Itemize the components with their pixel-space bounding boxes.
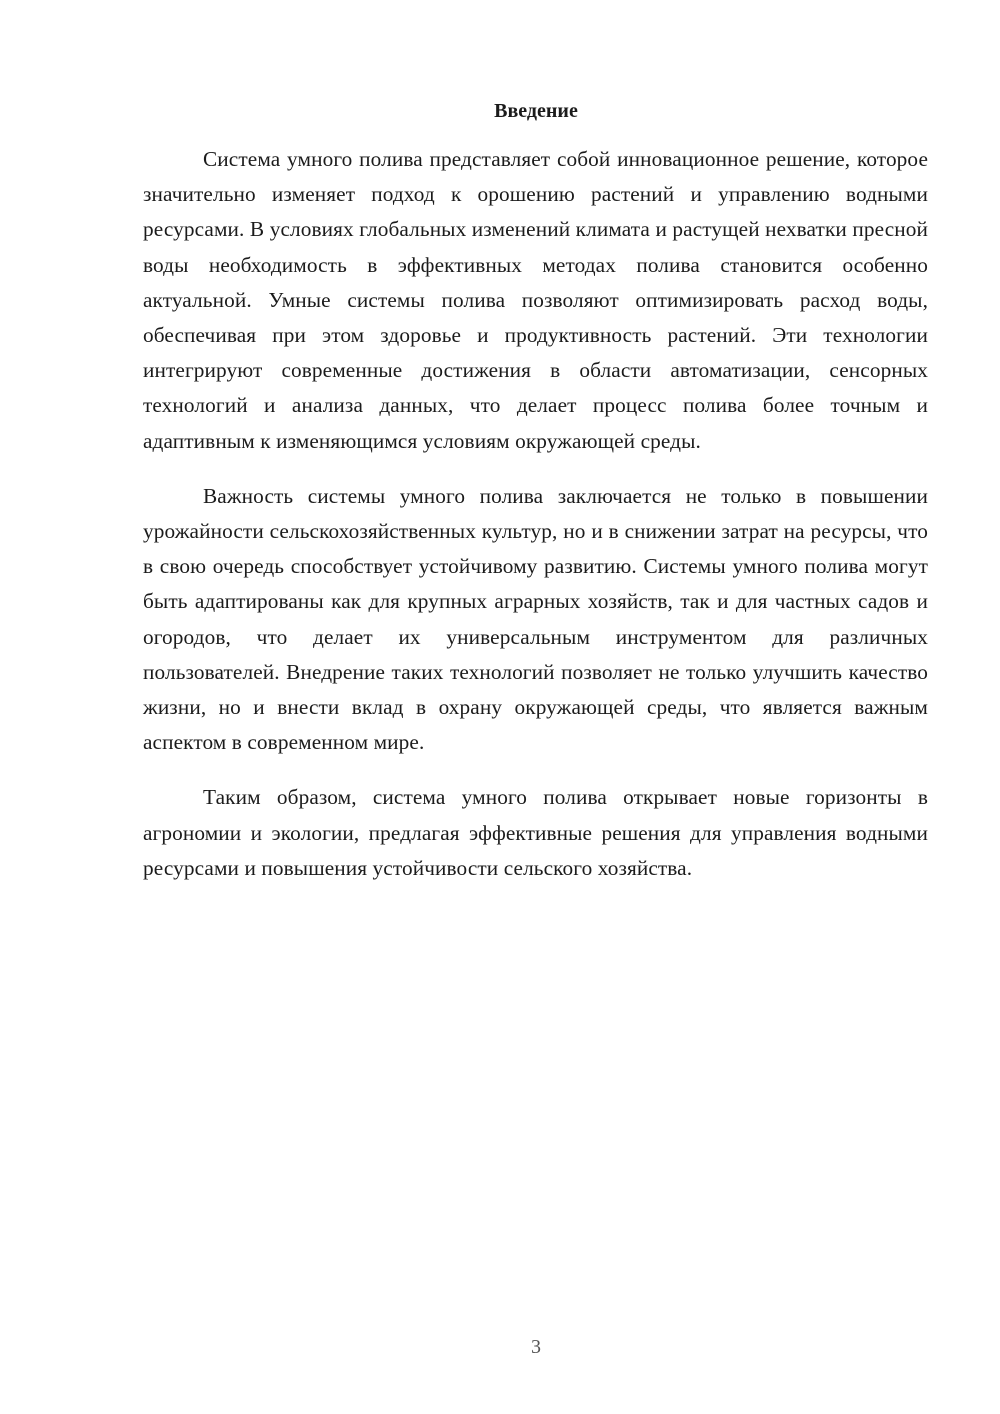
paragraph-conclusion: Таким образом, система умного полива открывает новые горизонты в агрономии и экологии, предлагая эффективные решения для управления водными ресурсами и повышения устойчивости сельского хозяйства. xyxy=(143,785,928,880)
body-text xyxy=(143,142,928,886)
page-title: Введение xyxy=(494,100,578,122)
page-number: 3 xyxy=(531,1336,541,1358)
paragraph-intro: Система умного полива представляет собой инновационное решение, которое значительно изменяет подход к орошению растений и управлению водными ресурсами. В условиях глобальных изменений климата и растущей нехватки пресной воды необходимость в эффективных методах полива становится особенно актуальной. Умные системы полива позволяют оптимизировать расход воды, обеспечивая при этом здоровье и продуктивность растений. Эти технологии интегрируют современные достижения в области автоматизации, сенсорных технологий и анализа данных, что делает процесс полива более точным и адаптивным к изменяющимся условиям окружающей среды. xyxy=(143,147,928,453)
paragraph-importance: Важность системы умного полива заключается не только в повышении урожайности сельскохозяйственных культур, но и в снижении затрат на ресурсы, что в свою очередь способствует устойчивому развитию. Системы умного полива могут быть адаптированы как для крупных аграрных хозяйств, так и для частных садов и огородов, что делает их универсальным инструментом для различных пользователей. Внедрение таких технологий позволяет не только улучшить качество жизни, но и внести вклад в охрану окружающей среды, что является важным аспектом в современном мире. xyxy=(143,483,928,755)
